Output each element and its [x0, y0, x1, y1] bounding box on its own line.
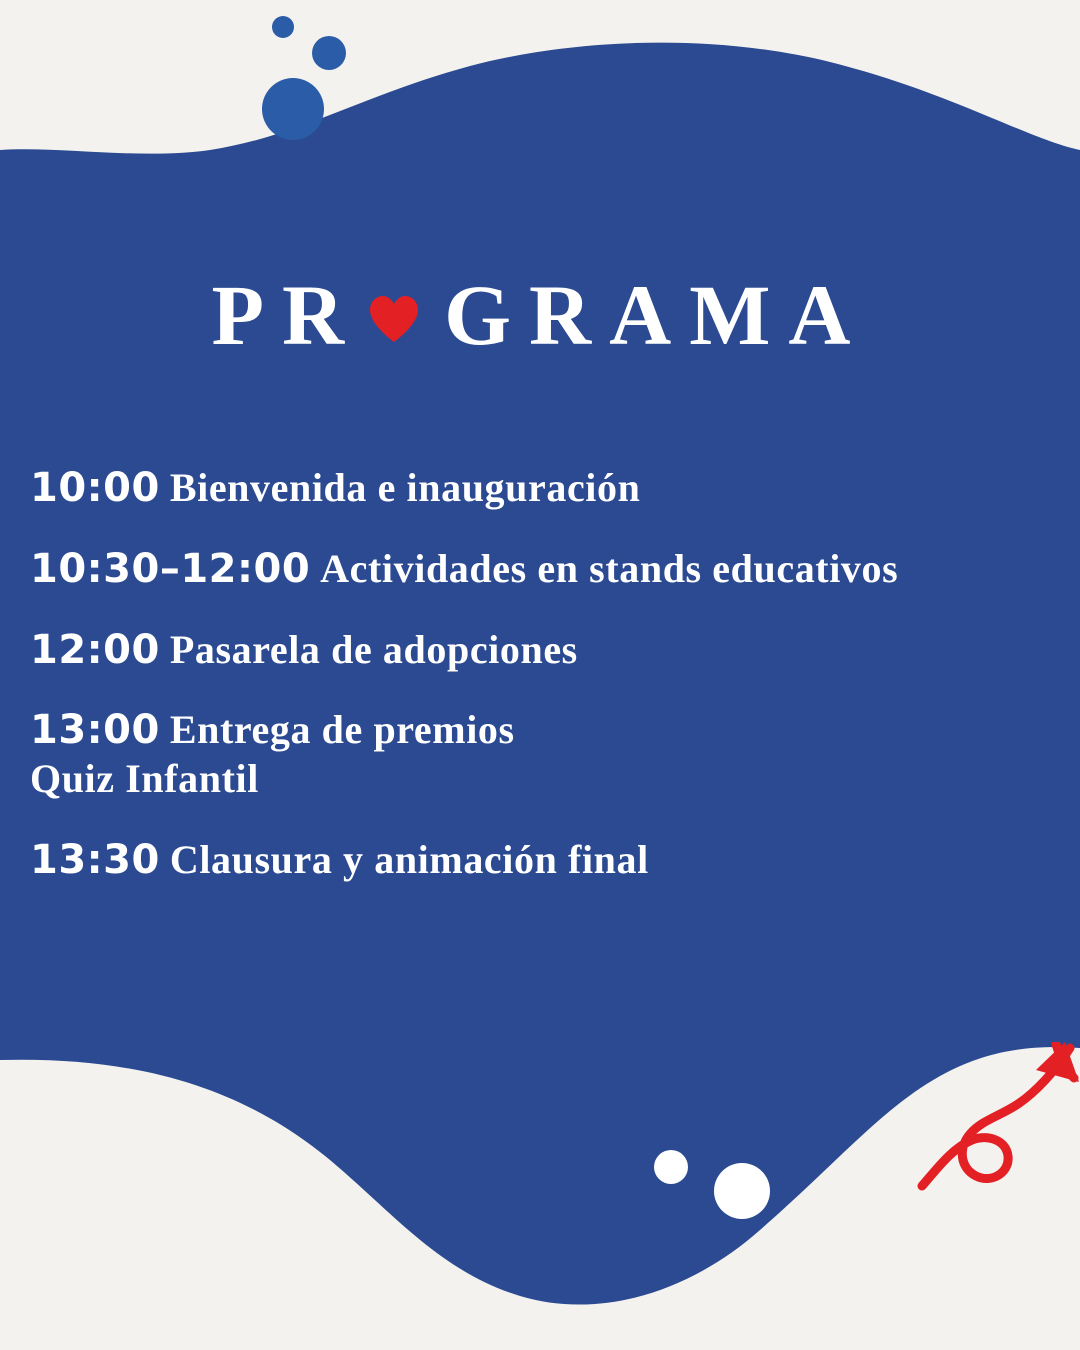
schedule-time: 12:00: [30, 626, 160, 673]
list-item: [30, 628, 1060, 673]
list-item: [30, 838, 1060, 883]
schedule-list: [30, 466, 1060, 883]
schedule-time: 13:30: [30, 836, 160, 883]
schedule-description-line2: Quiz Infantil: [30, 756, 259, 802]
bubble-small-bottom-icon: [654, 1150, 688, 1184]
schedule-description: Pasarela de adopciones: [169, 626, 578, 672]
bubble-medium-icon: [312, 36, 346, 70]
schedule-description: Clausura y animación final: [169, 836, 649, 882]
list-item: [30, 466, 1060, 511]
page-title: [0, 267, 1080, 363]
list-item: [30, 547, 1060, 592]
schedule-description: Entrega de premios: [169, 707, 515, 753]
schedule-time: 13:00: [30, 707, 160, 754]
schedule-description: Actividades en stands educativos: [320, 545, 899, 591]
heart-icon: [362, 276, 426, 362]
title-text-after: GRAMA: [444, 267, 869, 363]
schedule-time: 10:30–12:00: [30, 545, 311, 592]
title-text-before: PR: [211, 267, 363, 363]
list-item: [30, 708, 1060, 802]
bubble-large-icon: [262, 78, 324, 140]
schedule-time: 10:00: [30, 465, 160, 511]
bubble-medium-bottom-icon: [714, 1163, 770, 1219]
schedule-description: Bienvenida e inauguración: [169, 465, 641, 510]
bubble-small-icon: [272, 16, 294, 38]
